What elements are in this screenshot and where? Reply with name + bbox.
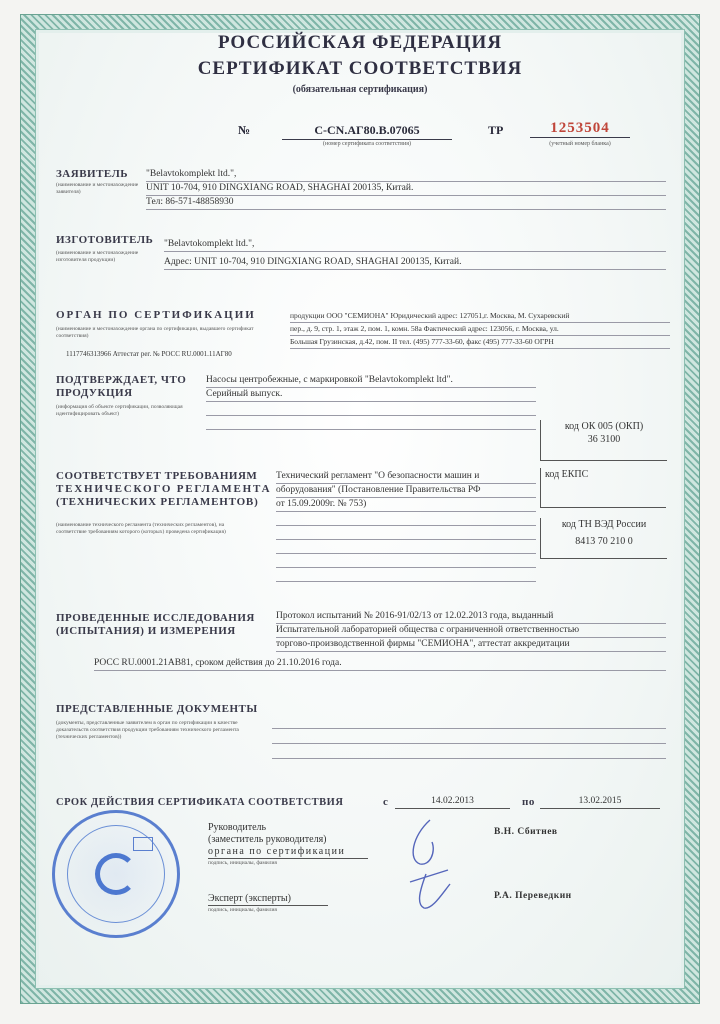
- tnved-code-value: 8413 70 210 0: [575, 536, 633, 547]
- validity-from-label: с: [383, 796, 389, 808]
- manufacturer-label: ИЗГОТОВИТЕЛЬ: [56, 234, 154, 246]
- applicant-label: ЗАЯВИТЕЛЬ: [56, 168, 129, 180]
- validity-to-label: по: [522, 796, 535, 808]
- validity-to-date: 13.02.2015: [540, 795, 660, 809]
- tests-line-4: РОСС RU.0001.21АВ81, сроком действия до 21.10.2016 года.: [94, 657, 666, 671]
- number-label: №: [238, 123, 251, 137]
- tests-label: [56, 612, 255, 638]
- tr-label: ТР: [488, 123, 504, 137]
- manufacturer-caption: (наименование и местонахождение изготовителя продукции): [56, 250, 139, 263]
- organ-line-3: Большая Грузинская, д.42, пом. II тел. (495) 777-33-60, факс (495) 777-33-60 ОГРН: [290, 336, 670, 349]
- organ-line-4: 1117746313966 Аттестат рег. № РОСС RU.0001.11АГ80: [66, 350, 232, 358]
- confirms-label: [56, 374, 186, 400]
- applicant-line-1: "Belavtokomplekt ltd.",: [146, 168, 666, 182]
- requirements-label-line-3: (ТЕХНИЧЕСКИХ РЕГЛАМЕНТОВ): [56, 496, 259, 508]
- validity-label: СРОК ДЕЙСТВИЯ СЕРТИФИКАТА СООТВЕТСТВИЯ: [56, 797, 344, 808]
- tests-line-3: торгово-производственной фирмы "СЕМИОНА", аттестат аккредитации: [276, 638, 666, 652]
- tests-line-1: Протокол испытаний № 2016-91/02/13 от 12.02.2013 года, выданный: [276, 610, 666, 624]
- certificate-title: СЕРТИФИКАТ СООТВЕТСТВИЯ: [197, 58, 523, 79]
- validity-from-date: 14.02.2013: [395, 795, 510, 809]
- country-title: РОССИЙСКАЯ ФЕДЕРАЦИЯ: [217, 32, 503, 53]
- manufacturer-line-2: Адрес: UNIT 10-704, 910 DINGXIANG ROAD, SHAGHAI 200135, Китай.: [164, 256, 666, 270]
- tests-info: [276, 610, 666, 652]
- expert-signature-block: [208, 892, 328, 914]
- tests-line-4-wrap: [94, 657, 666, 671]
- organ-caption: (наименование и местонахождение органа по сертификации, выдавшего сертификат соответствия): [56, 326, 254, 339]
- ektps-code-box: [540, 468, 666, 508]
- manufacturer-info: [164, 238, 666, 270]
- applicant-line-3: Тел: 86-571-48858930: [146, 196, 666, 210]
- confirms-label-line-1: ПОДТВЕРЖДАЕТ, ЧТО: [56, 374, 187, 386]
- certification-seal-icon: [52, 810, 180, 938]
- okp-code-label: код ОК 005 (ОКП): [564, 421, 644, 432]
- tnved-code-label: код ТН ВЭД России: [561, 519, 647, 530]
- requirements-label-line-2: ТЕХНИЧЕСКОГО РЕГЛАМЕНТА: [56, 483, 272, 495]
- applicant-info: [146, 168, 666, 210]
- tests-label-line-1: ПРОВЕДЕННЫЕ ИССЛЕДОВАНИЯ: [56, 612, 255, 624]
- documents-caption: (документы, представленные заявителем в орган по сертификации в качестве доказательств соответствия продукции требованиям технического регламента (технических регламентов)): [56, 720, 239, 740]
- organ-label: ОРГАН ПО СЕРТИФИКАЦИИ: [56, 309, 256, 321]
- applicant-line-2: UNIT 10-704, 910 DINGXIANG ROAD, SHAGHAI 200135, Китай.: [146, 182, 666, 196]
- tests-label-line-2: (ИСПЫТАНИЯ) И ИЗМЕРЕНИЯ: [56, 625, 236, 637]
- expert-caption: подпись, инициалы, фамилия: [208, 907, 277, 913]
- manufacturer-line-1: "Belavtokomplekt ltd.",: [164, 238, 666, 252]
- blank-number: 1253504: [530, 120, 630, 138]
- tests-line-2: Испытательной лабораторией общества с ограниченной ответственностью: [276, 624, 666, 638]
- product-line-1: Насосы центробежные, с маркировкой "Belavtokomplekt ltd".: [206, 374, 536, 388]
- head-title-line-3: органа по сертификации: [208, 846, 368, 859]
- expert-title: Эксперт (эксперты): [208, 892, 328, 906]
- head-title-line-1: Руководитель: [208, 822, 267, 833]
- requirements-line-1: Технический регламент "О безопасности машин и: [276, 470, 536, 484]
- certificate-subtitle: (обязательная сертификация): [292, 84, 428, 95]
- confirms-caption: (информация об объекте сертификации, позволяющая идентифицировать объект): [56, 404, 183, 417]
- certificate-number-caption: (номер сертификата соответствия): [323, 141, 411, 147]
- ektps-code-label: код ЕКПС: [545, 469, 589, 480]
- documents-lines: [272, 714, 666, 759]
- confirms-label-line-2: ПРОДУКЦИЯ: [56, 387, 133, 399]
- head-name: В.Н. Сбитнев: [494, 827, 558, 837]
- expert-name: Р.А. Переведкин: [494, 891, 572, 901]
- tnved-code-box: [540, 518, 667, 559]
- product-line-2: Серийный выпуск.: [206, 388, 536, 402]
- documents-label: ПРЕДСТАВЛЕННЫЕ ДОКУМЕНТЫ: [56, 703, 258, 715]
- blank-number-caption: (учетный номер бланка): [549, 141, 611, 147]
- requirements-label: [56, 470, 272, 509]
- okp-code-box: [540, 420, 667, 461]
- certificate-number: С-CN.АГ80.В.07065: [282, 123, 452, 140]
- head-caption: подпись, инициалы, фамилия: [208, 860, 277, 866]
- organ-line-2: пер., д. 9, стр. 1, этаж 2, пом. 1, комн. 58а Фактический адрес: 123056, г. Москва, ул.: [290, 323, 670, 336]
- applicant-caption: (наименование и местонахождение заявителя): [56, 182, 139, 195]
- requirements-info: [276, 470, 536, 582]
- product-info: [206, 374, 536, 430]
- head-signature-block: [208, 822, 368, 867]
- requirements-line-3: от 15.09.2009г. № 753): [276, 498, 536, 512]
- okp-code-value: 36 3100: [587, 434, 621, 445]
- requirements-line-2: оборудования" (Постановление Правительства РФ: [276, 484, 536, 498]
- organ-info: [290, 310, 670, 349]
- head-title-line-2: (заместитель руководителя): [208, 834, 327, 845]
- organ-line-1: продукции ООО "СЕМИОНА" Юридический адрес: 127051,г. Москва, М. Сухаревский: [290, 310, 670, 323]
- requirements-caption: (наименование технического регламента (технических регламентов), на соответствие требованиям которого (которых) проведена сертификация): [56, 522, 226, 535]
- signature-icon: [390, 812, 480, 912]
- requirements-label-line-1: СООТВЕТСТВУЕТ ТРЕБОВАНИЯМ: [56, 470, 258, 482]
